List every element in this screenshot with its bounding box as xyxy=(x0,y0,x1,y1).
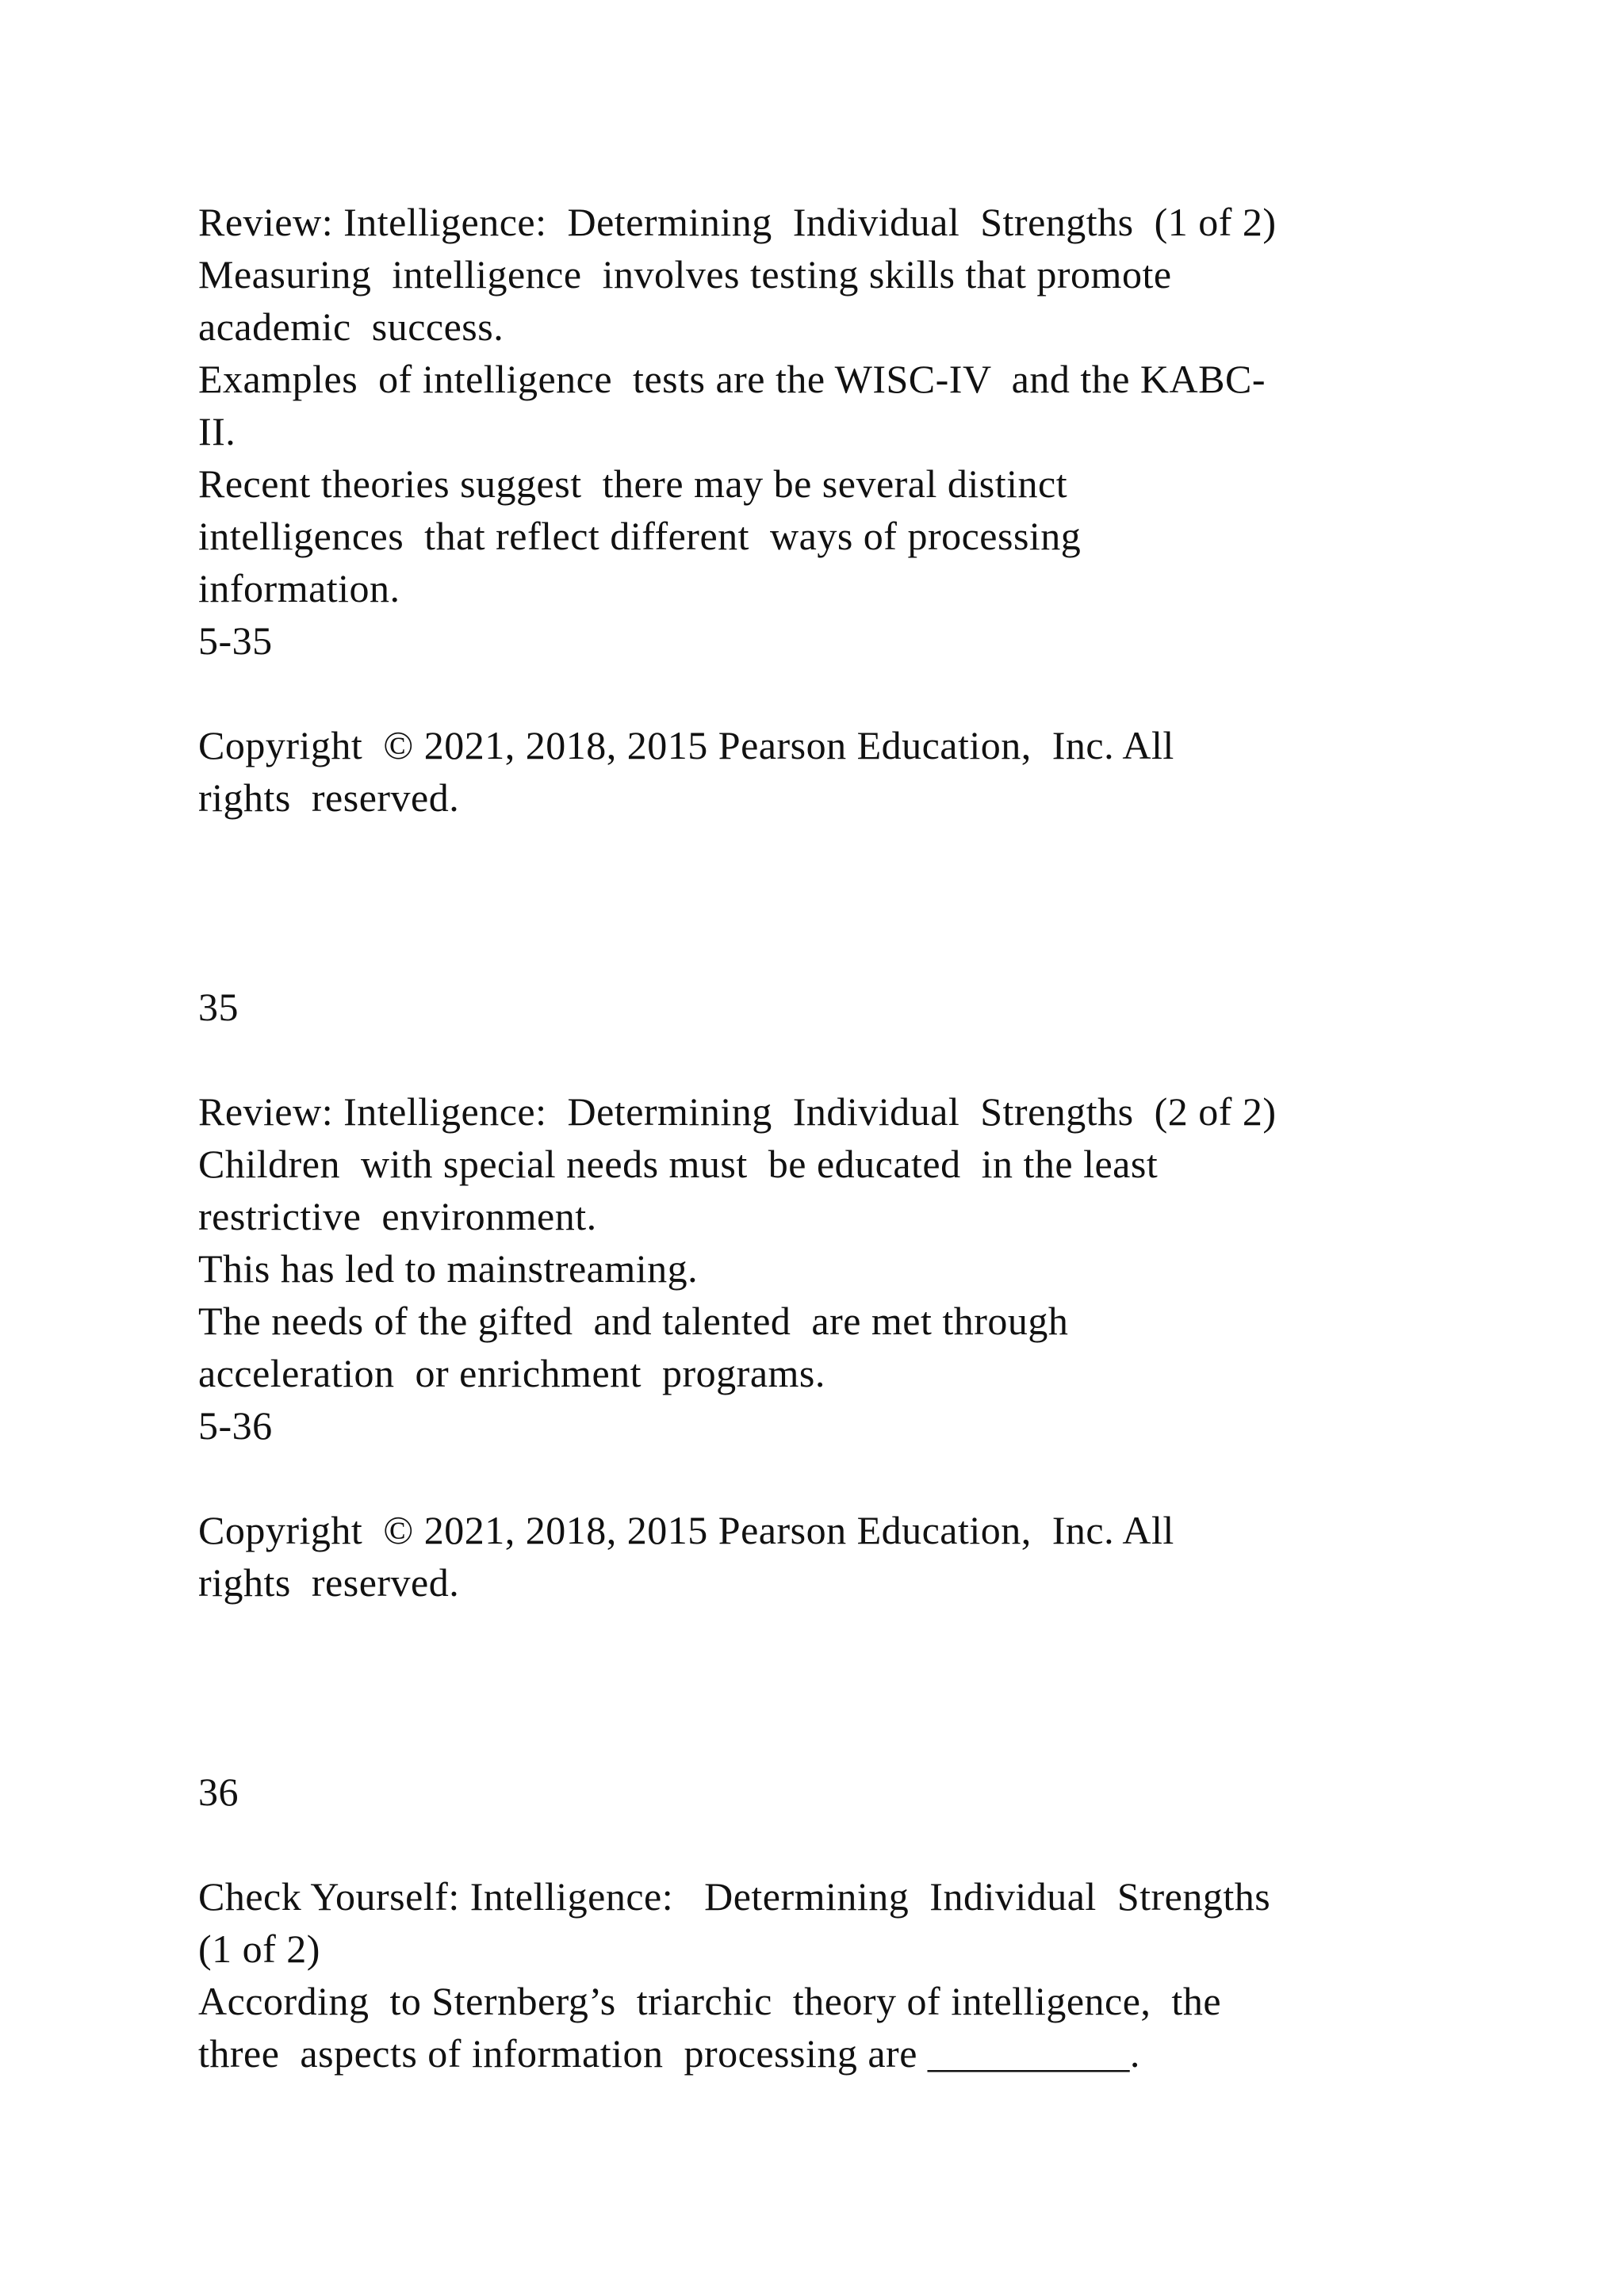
copyright-line: Copyright © 2021, 2018, 2015 Pearson Education, Inc. All xyxy=(198,1508,1174,1552)
slide-35-text-line: academic success. xyxy=(198,304,504,349)
slide-35-text-line: II. xyxy=(198,409,236,453)
slide-35-text-line: intelligences that reflect different ways of processing xyxy=(198,514,1082,558)
slide-36-text-line: restrictive environment. xyxy=(198,1194,597,1238)
question-text-line: three aspects of information processing are __________. xyxy=(198,2031,1140,2076)
slide-code: 5-36 xyxy=(198,1403,273,1448)
copyright-line: rights reserved. xyxy=(198,1560,460,1605)
slide-35-text-line: Recent theories suggest there may be several distinct xyxy=(198,461,1068,506)
slide-35-text-line: information. xyxy=(198,566,400,610)
slide-36-text-line: This has led to mainstreaming. xyxy=(198,1246,699,1291)
slide-35-title: Review: Intelligence: Determining Individual Strengths (1 of 2) xyxy=(198,200,1277,244)
page-number: 35 xyxy=(198,985,239,1029)
check-yourself-title: (1 of 2) xyxy=(198,1927,320,1971)
slide-35-text-line: Examples of intelligence tests are the WISC-IV and the KABC- xyxy=(198,357,1266,401)
copyright-line: Copyright © 2021, 2018, 2015 Pearson Education, Inc. All xyxy=(198,723,1174,767)
page-number: 36 xyxy=(198,1770,239,1814)
slide-36-text-line: The needs of the gifted and talented are met through xyxy=(198,1299,1069,1343)
slide-36-text-line: acceleration or enrichment programs. xyxy=(198,1351,825,1395)
question-text-line: According to Sternberg’s triarchic theory of intelligence, the xyxy=(198,1979,1222,2023)
slide-code: 5-35 xyxy=(198,618,273,663)
copyright-line: rights reserved. xyxy=(198,775,460,820)
slide-36-title: Review: Intelligence: Determining Individual Strengths (2 of 2) xyxy=(198,1089,1277,1134)
slide-36-text-line: Children with special needs must be educated in the least xyxy=(198,1142,1159,1186)
check-yourself-title: Check Yourself: Intelligence: Determining Individual Strengths xyxy=(198,1874,1271,1919)
slide-35-text-line: Measuring intelligence involves testing skills that promote xyxy=(198,252,1172,297)
